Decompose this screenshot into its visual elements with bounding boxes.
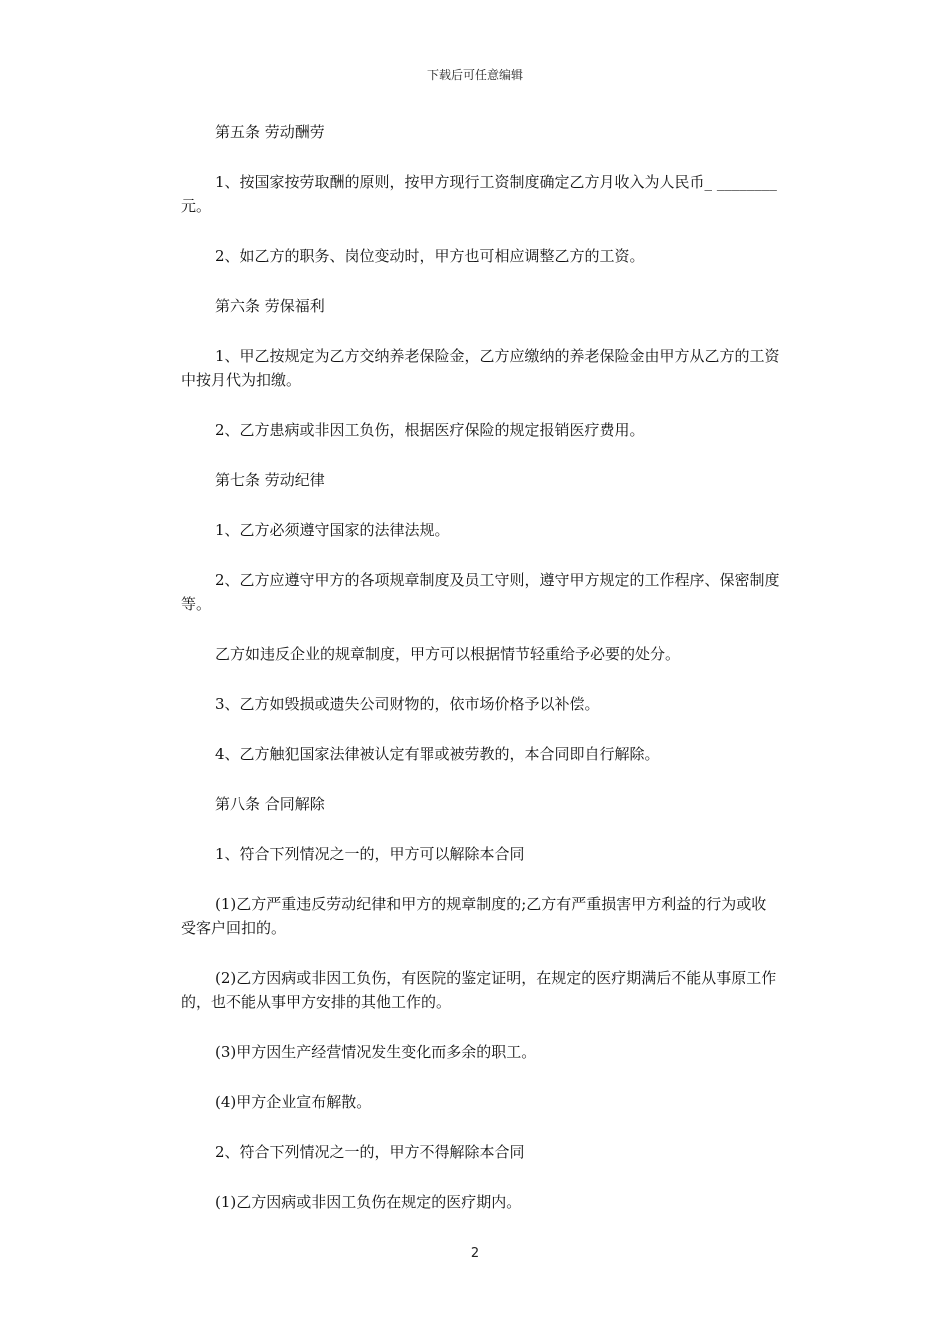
paragraph: 1、乙方必须遵守国家的法律法规。 — [215, 521, 450, 539]
paragraph: (4)甲方企业宣布解散。 — [215, 1093, 372, 1111]
page-number: 2 — [470, 1246, 480, 1261]
paragraph: 2、乙方应遵守甲方的各项规章制度及员工守则，遵守甲方规定的工作程序、保密制度等。 — [181, 571, 780, 613]
document-body — [181, 120, 781, 1214]
paragraph: 4、乙方触犯国家法律被认定有罪或被劳教的，本合同即自行解除。 — [215, 745, 660, 763]
paragraph: 2、如乙方的职务、岗位变动时，甲方也可相应调整乙方的工资。 — [215, 247, 645, 265]
article-heading: 第六条 劳保福利 — [215, 297, 325, 315]
article-heading: 第五条 劳动酬劳 — [215, 123, 325, 141]
page-header: 下载后可任意编辑 — [426, 68, 523, 82]
article-heading: 第七条 劳动纪律 — [215, 471, 325, 489]
paragraph: 2、乙方患病或非因工负伤，根据医疗保险的规定报销医疗费用。 — [215, 421, 645, 439]
paragraph: (2)乙方因病或非因工负伤，有医院的鉴定证明，在规定的医疗期满后不能从事原工作的，也不能从事甲方安排的其他工作的。 — [181, 969, 777, 1011]
paragraph: (1)乙方因病或非因工负伤在规定的医疗期内。 — [215, 1193, 522, 1211]
paragraph: 1、按国家按劳取酬的原则，按甲方现行工资制度确定乙方月收入为人民币_ ________元。 — [181, 173, 777, 215]
paragraph: 乙方如违反企业的规章制度，甲方可以根据情节轻重给予必要的处分。 — [215, 645, 681, 663]
paragraph: 1、符合下列情况之一的，甲方可以解除本合同 — [215, 845, 525, 863]
paragraph: 2、符合下列情况之一的，甲方不得解除本合同 — [215, 1143, 525, 1161]
paragraph: 3、乙方如毁损或遗失公司财物的，依市场价格予以补偿。 — [215, 695, 600, 713]
paragraph: 1、甲乙按规定为乙方交纳养老保险金，乙方应缴纳的养老保险金由甲方从乙方的工资中按月代为扣缴。 — [181, 347, 780, 389]
article-heading: 第八条 合同解除 — [215, 795, 325, 813]
paragraph: (3)甲方因生产经营情况发生变化而多余的职工。 — [215, 1043, 537, 1061]
paragraph: (1)乙方严重违反劳动纪律和甲方的规章制度的;乙方有严重损害甲方利益的行为或收受客户回扣的。 — [181, 895, 767, 937]
